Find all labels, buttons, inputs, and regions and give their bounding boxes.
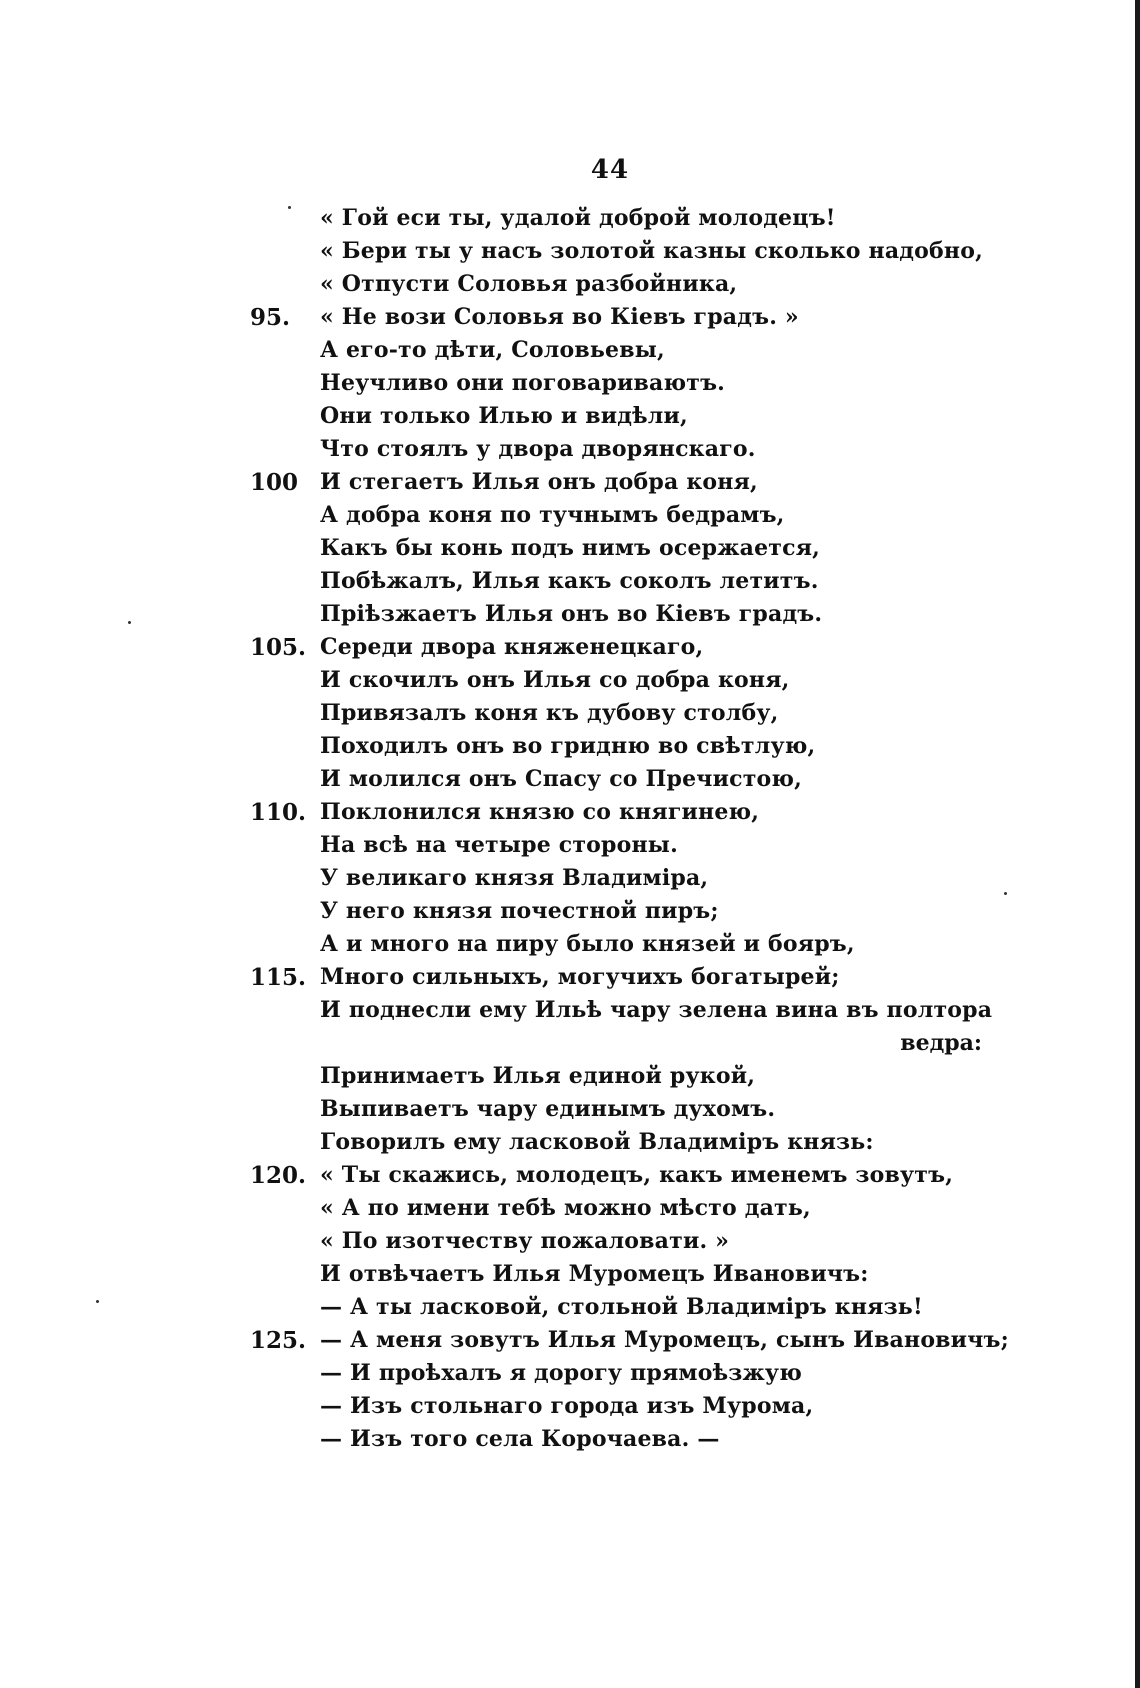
verse-text: « Не вози Соловья во Кіевъ градъ. » (320, 304, 799, 330)
line-number: 125. (250, 1327, 307, 1354)
verse-continuation-text: ведра: (900, 1030, 982, 1056)
verse-line (0, 235, 1100, 268)
verse-text: А добра коня по тучнымъ бедрамъ, (320, 502, 785, 528)
verse-text: — А меня зовутъ Илья Муромецъ, сынъ Ивановичъ; (320, 1327, 1009, 1353)
verse-line (0, 202, 1100, 235)
verse-line (0, 532, 1100, 565)
verse-line (0, 1225, 1100, 1258)
line-number: 115. (250, 964, 307, 991)
verse-line (0, 268, 1100, 301)
verse-text: Они только Илью и видѣли, (320, 403, 688, 429)
scan-edge-line (1135, 0, 1140, 1688)
verse-text: Побѣжалъ, Илья какъ соколъ летитъ. (320, 568, 819, 594)
verse-line (0, 862, 1100, 895)
verse-line (0, 829, 1100, 862)
verse-text: « Ты скажись, молодецъ, какъ именемъ зовутъ, (320, 1162, 954, 1188)
verse-line (0, 1291, 1100, 1324)
verse-line (0, 697, 1100, 730)
verse-line (0, 1390, 1100, 1423)
verse-line (0, 400, 1100, 433)
verse-text: Привязалъ коня къ дубову столбу, (320, 700, 779, 726)
verse-continuation-line (0, 1027, 1100, 1060)
verse-line (0, 1093, 1100, 1126)
verse-text: У великаго князя Владиміра, (320, 865, 709, 891)
verse-text: Поклонился князю со княгинею, (320, 799, 760, 825)
verse-line (0, 1060, 1100, 1093)
verse-line (0, 1324, 1100, 1357)
line-number: 120. (250, 1162, 307, 1189)
verse-line (0, 1357, 1100, 1390)
verse-text: А его-то дѣти, Соловьевы, (320, 337, 665, 363)
verse-text: Походилъ онъ во гридню во свѣтлую, (320, 733, 816, 759)
verse-line (0, 301, 1100, 334)
verse-text: У него князя почестной пиръ; (320, 898, 719, 924)
verse-text: — А ты ласковой, стольной Владиміръ князь! (320, 1294, 923, 1320)
verse-text: Говорилъ ему ласковой Владиміръ князь: (320, 1129, 874, 1155)
verse-line (0, 961, 1100, 994)
verse-line (0, 895, 1100, 928)
verse-text: « По изотчеству пожаловати. » (320, 1228, 730, 1254)
verse-line (0, 433, 1100, 466)
verse-text: Пріѣзжаетъ Илья онъ во Кіевъ градъ. (320, 601, 823, 627)
verse-line (0, 994, 1100, 1027)
verse-text: Принимаетъ Илья единой рукой, (320, 1063, 756, 1089)
verse-line (0, 664, 1100, 697)
verse-text: Неучливо они поговариваютъ. (320, 370, 726, 396)
verse-line (0, 367, 1100, 400)
verse-text: — Изъ того села Корочаева. — (320, 1426, 720, 1452)
verse-text: Какъ бы конь подъ нимъ осержается, (320, 535, 821, 561)
verse-text: — И проѣхалъ я дорогу прямоѣзжую (320, 1360, 802, 1386)
line-number: 95. (250, 304, 291, 331)
verse-text: Что стоялъ у двора дворянскаго. (320, 436, 756, 462)
verse-line (0, 928, 1100, 961)
verse-text: Выпиваетъ чару единымъ духомъ. (320, 1096, 776, 1122)
line-number: 110. (250, 799, 307, 826)
verse-text: А и много на пиру было князей и бояръ, (320, 931, 855, 957)
verse-line (0, 565, 1100, 598)
verse-text: И поднесли ему Ильѣ чару зелена вина въ полтора (320, 997, 993, 1023)
verse-line (0, 466, 1100, 499)
verse-text: « Бери ты у насъ золотой казны сколько надобно, (320, 238, 983, 264)
verse-text: И отвѣчаетъ Илья Муромецъ Ивановичъ: (320, 1261, 869, 1287)
verse-line (0, 763, 1100, 796)
verse-text: И скочилъ онъ Илья со добра коня, (320, 667, 790, 693)
verse-line (0, 334, 1100, 367)
line-number: 105. (250, 634, 307, 661)
verse-text: — Изъ стольнаго города изъ Мурома, (320, 1393, 814, 1419)
line-number: 100 (250, 469, 299, 496)
verse-line (0, 1192, 1100, 1225)
verse-line (0, 796, 1100, 829)
verse-line (0, 1159, 1100, 1192)
poem-verses (0, 202, 1100, 1456)
verse-text: И молился онъ Спасу со Пречистою, (320, 766, 803, 792)
verse-line (0, 631, 1100, 664)
verse-text: « Гой еси ты, удалой доброй молодецъ! (320, 205, 836, 231)
verse-line (0, 598, 1100, 631)
verse-line (0, 1258, 1100, 1291)
verse-text: « А по имени тебѣ можно мѣсто дать, (320, 1195, 811, 1221)
verse-line (0, 730, 1100, 763)
verse-line (0, 1423, 1100, 1456)
verse-text: Середи двора княженецкаго, (320, 634, 704, 660)
page-number: 44 (590, 155, 630, 185)
verse-text: Много сильныхъ, могучихъ богатырей; (320, 964, 840, 990)
verse-text: На всѣ на четыре стороны. (320, 832, 678, 858)
verse-text: И стегаетъ Илья онъ добра коня, (320, 469, 758, 495)
verse-line (0, 499, 1100, 532)
verse-line (0, 1126, 1100, 1159)
verse-text: « Отпусти Соловья разбойника, (320, 271, 738, 297)
